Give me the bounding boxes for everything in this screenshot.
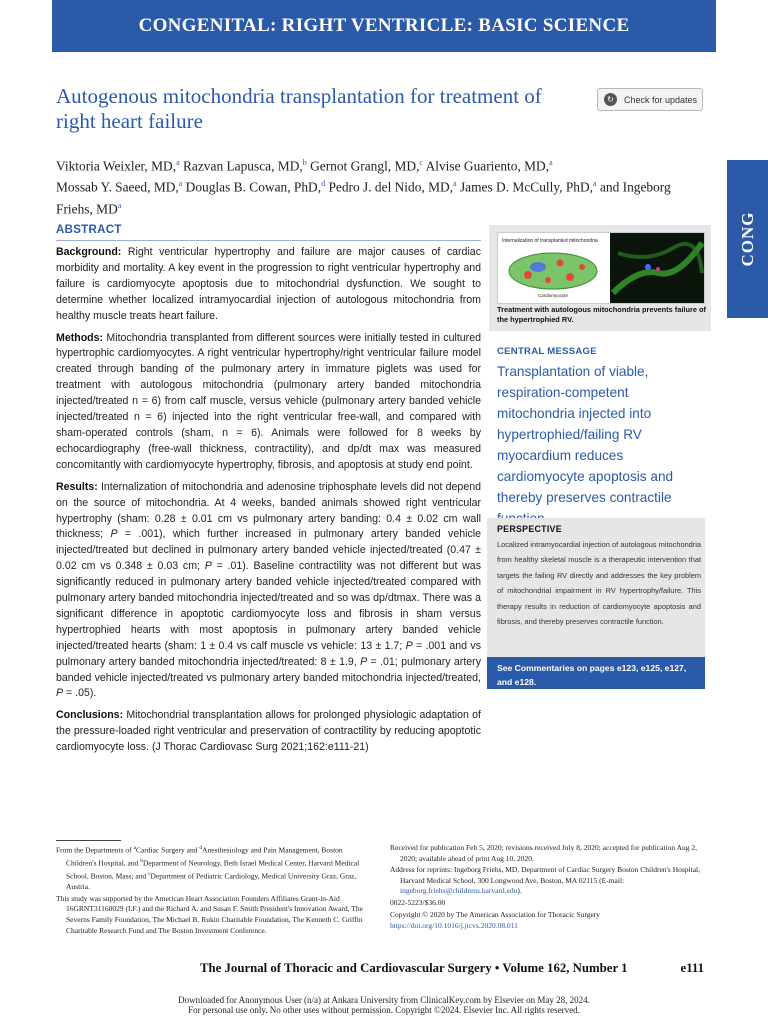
check-for-updates-label: Check for updates: [624, 94, 698, 105]
p-value-symbol: P: [56, 687, 64, 700]
results-text: Internalization of mitochondria and adenosine triphosphate levels did not depend on the source of mitochondria. At 4 weeks, banded animals showed right ventricular hypertrophy (sham: 0.28 ± 0.01 cm vs pulmonary artery banding: 0.4 ± 0.02 cm wall thickness;: [56, 480, 482, 541]
author-affiliation: a: [453, 179, 457, 189]
conclusions-label: Conclusions:: [56, 709, 124, 722]
background-text: Right ventricular hypertrophy and failure are major causes of cardiac morbidity and mortality. A key event in the progression to right ventricular hypertrophy and failure is cardiomyocyte apoptosis due to mitochondrial dysfunction. We sought to determine whether localized intramyocardial injection of autologous mitochondria from healthy muscle treats heart failure.: [56, 246, 481, 322]
author-affiliation: a: [593, 179, 597, 189]
author-affiliation: b: [302, 158, 307, 167]
download-notice-line: For personal use only. No other uses without permission. Copyright ©2024. Elsevier Inc. All rights reserved.: [188, 1005, 580, 1015]
author-affiliation: a: [176, 158, 180, 167]
abstract-conclusions: [56, 708, 481, 756]
p-value-symbol: P: [110, 528, 118, 541]
author: James D. McCully, PhD,: [459, 179, 594, 195]
author: Gernot Grangl, MD,: [310, 158, 420, 174]
commentaries-box[interactable]: [487, 657, 705, 689]
author: Mossab Y. Saeed, MD,: [56, 179, 179, 195]
results-text: = .001 and vs pulmonary artery banded mitochondria injected/treated: 8 ± 1.9,: [56, 639, 481, 668]
side-section-tab: [727, 160, 768, 318]
p-value-symbol: P: [204, 560, 212, 573]
author: Pedro J. del Nido, MD,: [328, 179, 454, 195]
results-label: Results:: [56, 480, 98, 493]
section-banner: [52, 0, 716, 52]
author: and Ingeborg Friehs, MD: [56, 179, 671, 217]
update-badge-icon: ↻: [604, 93, 617, 106]
graphical-abstract-figure: [498, 233, 704, 303]
central-message-heading: CENTRAL MESSAGE: [497, 346, 597, 357]
abstract-background: [56, 245, 481, 325]
journal-citation: The Journal of Thoracic and Cardiovascular Surgery • Volume 162, Number 1: [200, 961, 628, 975]
funding-footnote: This study was supported by the American Heart Association Founders Affiliates Grant-in-Aid 16GRNT31160029 (I.F.) and the Richard A. and Susan F. Smith President's Innovation Award, The Severns Family Foundation, The Michael B. Rukin Charitable Foundation, The Kenneth C. Griffin Charitable Research Fund and The Boston Investment Conference.: [56, 893, 363, 935]
results-text: = .001), which further increased in pulmonary artery banded vehicle injected/treated but declined in pulmonary artery banded vehicle injected/treated (0.47 ± 0.02 cm vs 0.348 ± 0.03 cm;: [56, 528, 481, 573]
background-label: Background:: [56, 246, 122, 258]
affiliation-marker: a: [133, 845, 136, 851]
author-affiliation: a: [178, 179, 183, 189]
footnote-rule: [56, 840, 121, 841]
p-value-symbol: P: [360, 655, 368, 668]
ga-cell-label: Cardiomyocyte: [538, 293, 569, 298]
reprints-text: Address for reprints: Ingeborg Friehs, MD, Department of Cardiac Surgery Boston Children's Hospital, Harvard Medical School, 300 Longwood Ave, Boston, MA 02115 (E-mail:: [390, 865, 700, 885]
copyright-footnote: Copyright © 2020 by The American Association for Thoracic Surgery: [390, 909, 601, 919]
results-text: = .05).: [63, 687, 97, 700]
affiliation-marker: b: [140, 858, 144, 865]
received-footnote: Received for publication Feb 5, 2020; revisions received July 8, 2020; accepted for publication Aug 2, 2020; available ahead of print Aug 10, 2020.: [390, 843, 698, 863]
graphical-abstract-image: [497, 232, 705, 304]
micrograph-mitochondria: [656, 267, 660, 271]
mitochondrion-shape: [524, 271, 532, 279]
cardiomyocyte-shape: [509, 253, 597, 289]
affiliation-text: Department of Pediatric Cardiology, Medical University Graz, Graz, Austria.: [66, 871, 357, 892]
mitochondrion-shape: [557, 260, 564, 267]
micrograph-nucleus: [645, 264, 651, 270]
abstract-heading: ABSTRACT: [56, 224, 122, 236]
affiliation-text: Cardiac Surgery and: [135, 845, 200, 855]
author-affiliation: a: [549, 158, 553, 167]
article-title: Autogenous mitochondria transplantation for treatment of right heart failure: [56, 84, 542, 133]
issn-footnote: 0022-5223/$36.00: [390, 897, 446, 907]
doi-footnote[interactable]: https://doi.org/10.1016/j.jtcvs.2020.08.011: [390, 921, 518, 931]
methods-text: Mitochondria transplanted from different sources were initially tested in cultured hypertrophic cardiomyocytes. A right ventricular hypertrophy/right ventricular failure model created through banding of the pulmonary artery in immature piglets was used for treatment with autologous mitochondria (pulmonary artery banded mitochondria injected/treated n = 6) from calf muscle, versus vehicle (pulmonary artery banded vehicle injected/treated n = 6) injected into the right ventricular free-wall, and compared with sham-operated controls (sham, n = 6). Animals were followed for 8 weeks by echocardiography (free-wall thickness, contractility), and dp/dt max was measured concomitantly with cardiomyocyte hypertrophy, fibrosis, and apoptosis at study end point.: [56, 331, 481, 471]
author: Razvan Lapusca, MD,: [182, 158, 303, 174]
central-message-text: Transplantation of viable, respiration-competent mitochondria injected into hypertrophied/failing RV myocardium reduces cardiomyocyte apoptosis and thereby preserves contractile: [497, 364, 674, 505]
author: Alvise Guariento, MD,: [425, 158, 550, 174]
affiliation-text: From the Departments of: [56, 845, 134, 855]
author-list: [56, 154, 676, 218]
download-notice: [0, 995, 768, 1015]
author-affiliation: d: [321, 179, 326, 189]
check-for-updates-button[interactable]: [597, 88, 703, 111]
footnotes-right: [390, 843, 708, 933]
perspective-text: Localized intramyocardial injection of autologous mitochondria from healthy skeletal muscle is a therapeutic intervention that targets the failing RV directly and addresses the key problem of mitochondrial impairment in RV hypertrophy/failure. This therapy results in reduction of cardiomyocyte apoptosis and fibrosis, and thereby preserves contractile function.: [497, 540, 701, 627]
affiliations-footnote: [56, 843, 374, 893]
abstract-methods: [56, 331, 481, 474]
results-text: = .01). Baseline contractility was not different but was significantly reduced in pulmonary artery banded vehicle injected/treated compared with pulmonary artery banded mitochondria injected/treated and so was dp/dtmax. There was a significant difference in apoptotic cardiomyocyte loss and fibrosis in sham versus hypertrophied hearts with most apoptosis in pulmonary artery banded vehicle injected/treated hearts (sham: 1 ± 0.4 vs calf muscle vs vehicle: 13 ± 1.7;: [56, 560, 481, 652]
author: Viktoria Weixler, MD,: [56, 158, 177, 174]
author: Douglas B. Cowan, PhD,: [185, 179, 322, 195]
email-link[interactable]: ingeborg.friehs@childrens.harvard.edu: [400, 886, 518, 896]
p-value-symbol: P: [405, 639, 413, 652]
results-text: = .01; pulmonary artery banded vehicle injected/treated vs pulmonary artery banded mitochondria injected/treated,: [56, 655, 481, 684]
nucleus-shape: [530, 262, 546, 272]
graphical-abstract-caption: Treatment with autologous mitochondria prevents failure of the hypertrophied RV.: [497, 305, 707, 324]
affiliation-marker: d: [199, 845, 203, 851]
author-affiliation: a: [117, 200, 122, 210]
ga-panel-title: Internalization of transplanted mitochondria: [502, 238, 598, 244]
abstract-body: [56, 245, 481, 762]
affiliation-marker: c: [148, 871, 151, 878]
commentaries-link[interactable]: See Commentaries on pages e123, e125, e127, and e128.: [497, 663, 687, 687]
affiliation-text: Department of Neurology, Beth Israel Medical Center, Harvard Medical School, Boston, Mass; and: [66, 858, 360, 881]
page-number: e111: [680, 961, 704, 975]
download-notice-line: Downloaded for Anonymous User (n/a) at Ankara University from ClinicalKey.com by Elsevier on May 28, 2024.: [178, 995, 590, 1005]
footnotes-left: [56, 843, 374, 937]
conclusions-text: Mitochondrial transplantation allows for prolonged physiologic adaptation of the pressure-loaded right ventricular and preservation of contractility by reducing apoptotic cardiomyocyte loss. (J Thorac Cardiovasc Surg 2021;162:e111-21): [56, 709, 481, 754]
mitochondrion-shape: [545, 277, 551, 283]
section-banner-text: CONGENITAL: RIGHT VENTRICLE: BASIC SCIENCE: [138, 15, 630, 36]
journal-footer: [200, 961, 704, 976]
mitochondrion-shape: [566, 273, 574, 281]
reprints-footnote: [390, 865, 708, 897]
author-affiliation: c: [419, 158, 423, 167]
side-tab-text: CONG: [737, 211, 757, 267]
abstract-rule: [56, 240, 481, 241]
mitochondrion-shape: [579, 264, 585, 270]
abstract-results: [56, 480, 481, 703]
reprints-text: ).: [517, 886, 522, 896]
methods-label: Methods:: [56, 331, 104, 344]
affiliation-text: Anesthesiology and Pain Management, Boston Children's Hospital, and: [66, 845, 343, 868]
perspective-heading: PERSPECTIVE: [497, 524, 562, 534]
